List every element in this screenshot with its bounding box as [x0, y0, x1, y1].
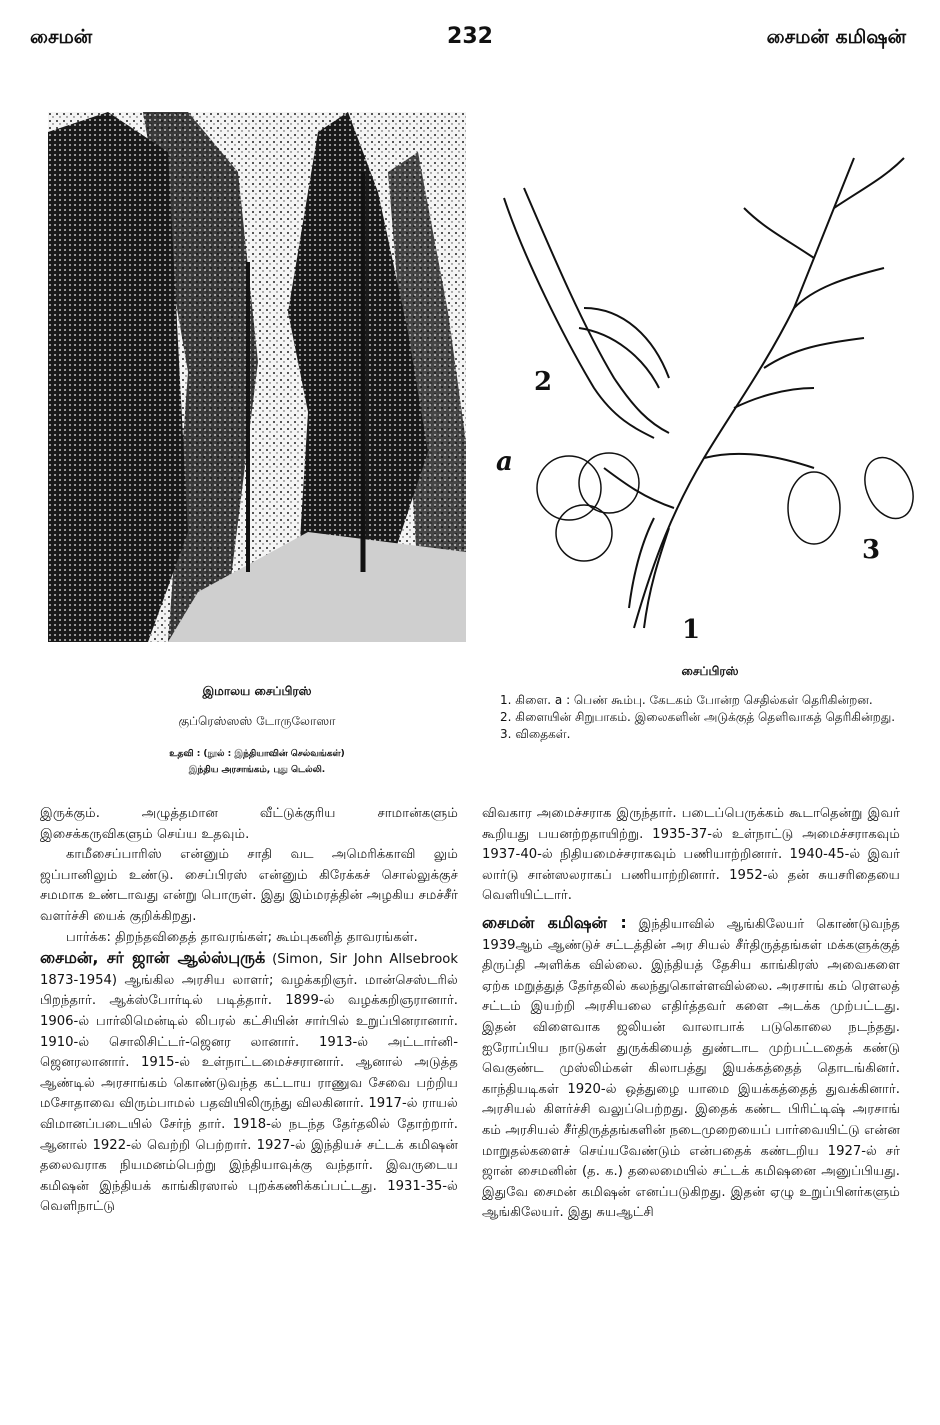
label-one: 1	[682, 615, 701, 645]
simon-entry-body: (Simon, Sir John Allsebrook 1873-1954) ஆங்கில அரசிய லாளர்; வழக்கறிஞர். மான்செஸ்டரில் பிறந்தார். ஆக்ஸ்போர்டில் படித்தார். 1899-ல் வழக்கறிஞரானார். 1906-ல் பார்லிமென்டில் லிபரல் கட்சியின் சார்பில் உறுப்பினரானார். 1910-ல் சொலிசிட்டர்-ஜெனர லானார். 1913-ல் அட்டார்னி-ஜெனரலானார். 1915-ல் உள்நாட்டமைச்சரானார். ஆனால் அடுத்த ஆண்டில் அரசாங்கம் கொண்டுவந்த கட்டாய ராணுவ சேவை பற்றிய மசோதாவை விரும்பாமல் பதவியிலிருந்து விலகினார். 1917-ல் ராயல் விமானப்படையில் சேர்ந் தார். 1918-ல் நடந்த தேர்தலில் தோற்றார். ஆனால் 1922-ல் வெற்றி பெற்றார். 1927-ல் இந்தியச் சட்டக் கமிஷன் தலைவராக நியமனம்பெற்று இந்தியாவுக்கு வந்தார். இவருடைய கமிஷன் இந்தியக் காங்கிரஸால் புறக்கணிக்கப்பட்டது. 1931-35-ல் வெளிநாட்டு	[40, 952, 459, 1215]
left-paragraph-3: பார்க்க: திறந்தவிதைத் தாவரங்கள்; கூம்புகனித் தாவரங்கள்.	[66, 929, 418, 945]
running-head-right: சைமன் கமிஷன்	[766, 26, 906, 48]
page-number: 232	[447, 24, 493, 49]
right-figure-caption	[500, 664, 920, 743]
left-paragraph-2: காமீசைப்பாரிஸ் என்னும் சாதி வட அமெரிக்காவி லும் ஜப்பானிலும் உண்டு. சைப்பிரஸ் என்னும் கிரேக்கச் சொல்லுக்குச் சமமாக உண்டாவது என்று பொருள். இது இம்மரத்தின் அழகிய சமச்சீர் வளர்ச்சி யைக் குறிக்கிறது.	[40, 847, 458, 924]
simon-entry	[40, 948, 458, 1218]
right-paragraph-1: விவகார அமைச்சராக இருந்தார். படைப்பெருக்கம் கூடாதென்று இவர் கூறியது பயனற்றதாயிற்று. 1935-37-ல் உள்நாட்டு அமைச்சராகவும் 1937-40-ல் நிதியமைச்சராகவும் பணியாற்றினார். 1940-45-ல் இவர் லார்டு சான்ஸலராகப் பணியாற்றினார். 1952-ல் தன் சுயசரிதையை வெளியிட்டார்.	[482, 806, 900, 904]
right-figure-item-2: 2. கிளையின் சிறுபாகம். இலைகளின் அடுக்குத் தெளிவாகத் தெரிகின்றது.	[500, 710, 896, 724]
label-a: a	[496, 447, 513, 477]
left-paragraph-1: இருக்கும். அழுத்தமான வீட்டுக்குரிய சாமான்களும் இசைக்கருவிகளும் செய்ய உதவும்.	[40, 806, 458, 842]
left-text-column	[40, 804, 458, 1218]
right-figure-item-1: 1. கிளை. a : பெண் கூம்பு. கேடகம் போன்ற செதில்கள் தெரிகின்றன.	[500, 693, 873, 707]
cypress-branch-drawing	[484, 88, 924, 648]
running-head-left: சைமன்	[30, 26, 93, 48]
left-figure-caption	[48, 684, 466, 778]
right-text-column	[482, 804, 900, 1224]
right-figure-title: சைப்பிரஸ்	[681, 664, 739, 678]
cypress-forest-photo	[48, 112, 466, 642]
left-figure-credit-1: உதவி : (நூல் : இந்தியாவின் செல்வங்கள்)	[169, 749, 345, 759]
left-figure-subtitle: குப்ரெஸ்ஸஸ் டோருலோஸா	[178, 714, 336, 728]
simon-commission-body: இந்தியாவில் ஆங்கிலேயர் கொண்டுவந்த 1939ஆம் ஆண்டுச் சட்டத்தின் அர சியல் சீர்திருத்தங்கள் மக்களுக்குத் திருப்தி அளிக்க வில்லை. இந்தியத் தேசிய காங்கிரஸ் அவைகளை ஏற்க மறுத்துத் தேர்தலில் கலந்துகொள்ளவில்லை. அரசாங் கம் ரௌலத் சட்டம் இயற்றி அரசியலை எதிர்த்தவர் களை அடக்க முற்பட்டது. இதன் விளைவாக ஜலியன் வாலாபாக் படுகொலை நடந்தது. ஐரோப்பிய நாடுகள் துருக்கியைத் துண்டாட முற்பட்டதைக் கண்டு வெகுண்ட முஸ்லிம்கள் கிலாபத்து இயக்கத்தைத் தொடங்கினர். காந்தியடிகள் 1920-ல் ஒத்துழை யாமை இயக்கத்தைத் துவக்கினார். அரசியல் கிளர்ச்சி வலுப்பெற்றது. இதைக் கண்ட பிரிட்டிஷ் அரசாங் கம் அரசியல் சீர்திருத்தங்களின் நடைமுறையைப் பார்வையிட்டு என்ன மாறுதல்களைச் செய்யவேண்டும் என்பதைக் கண்டறிய 1927-ல் சர் ஜான் சைமனின் (த. க.) தலைமையில் சட்டக் கமிஷனை அனுப்பியது. இதுவே சைமன் கமிஷன் எனப்படுகிறது. இதன் ஏழு உறுப்பினர்களும் ஆங்கிலேயர். இது சுயஆட்சி	[482, 916, 900, 1221]
label-three: 3	[862, 535, 881, 565]
left-figure-title: இமாலய சைப்பிரஸ்	[202, 684, 312, 698]
simon-commission-entry	[482, 913, 900, 1224]
left-figure-credit-2: இந்திய அரசாங்கம், புது டெல்லி.	[188, 765, 326, 775]
simon-entry-heading: சைமன், சர் ஜான் ஆல்ஸ்புருக்	[40, 948, 266, 968]
simon-commission-heading: சைமன் கமிஷன் :	[482, 912, 627, 932]
label-two: 2	[534, 367, 553, 397]
right-figure-item-3: 3. விதைகள்.	[500, 727, 571, 741]
